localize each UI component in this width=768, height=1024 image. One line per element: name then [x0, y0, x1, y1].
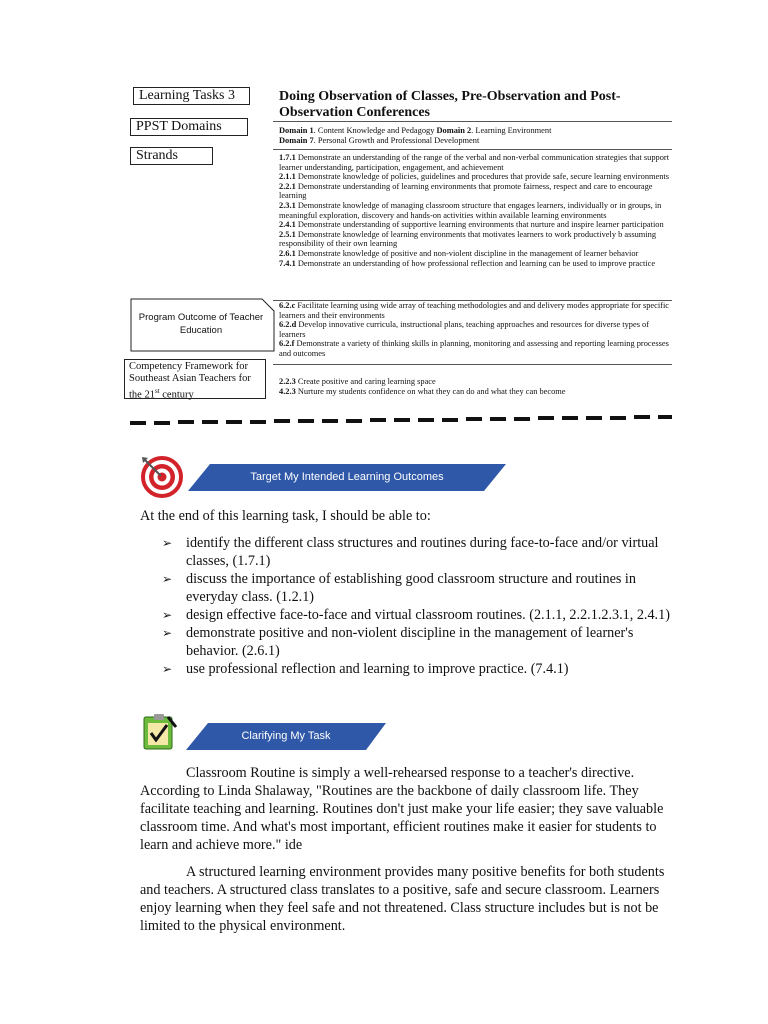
dash-segment [322, 419, 338, 423]
learning-tasks-label: Learning Tasks 3 [133, 87, 250, 105]
item-text: Create positive and caring learning space [295, 377, 436, 386]
target-icon [140, 455, 184, 499]
item-code: 6.2.c [279, 301, 296, 310]
item-code: 4.2.3 [279, 386, 296, 396]
item-code: 2.6.1 [279, 248, 296, 258]
domains-divider [273, 149, 672, 150]
dash-segment [442, 418, 458, 422]
item-text: Demonstrate an understanding of the range of the verbal and non-verbal communication strategies that support learner understanding, participation, engagement, and achievement [279, 153, 670, 172]
list-item [279, 201, 673, 220]
dash-segment [586, 416, 602, 420]
dash-segment [346, 419, 362, 423]
banner-title: Clarifying My Task [241, 730, 331, 742]
dash-segment [634, 415, 650, 419]
arrow-bullet-icon: ➢ [162, 662, 173, 676]
objective-item [140, 606, 680, 624]
dash-segment [274, 419, 290, 423]
dash-segment [154, 421, 170, 425]
dash-segment [610, 416, 626, 420]
item-code: 6.2.f [279, 339, 295, 349]
list-item [279, 230, 673, 249]
program-outcome-box [130, 298, 275, 352]
objective-text: design effective face-to-face and virtual classroom routines. (2.1.1, 2.2.1.2.3.1, 2.4.1) [186, 607, 670, 623]
page-title: Doing Observation of Classes, Pre-Observation and Post- Observation Conferences [279, 89, 621, 120]
objective-item [140, 624, 680, 660]
arrow-bullet-icon: ➢ [162, 626, 173, 640]
dash-segment [418, 418, 434, 422]
dash-segment [562, 416, 578, 420]
strands-label: Strands [130, 147, 213, 165]
item-code: 2.2.1 [279, 181, 296, 191]
objective-item [140, 660, 680, 678]
list-item [279, 172, 673, 182]
learning-outcomes-banner [188, 464, 506, 491]
checklist-icon [140, 713, 180, 753]
dash-segment [514, 417, 530, 421]
program-outcome-text: Program Outcome of Teacher Education [138, 312, 264, 336]
item-text: Demonstrate knowledge of positive and non-violent discipline in the management of learner behavior [295, 248, 639, 258]
dash-segment [370, 418, 386, 422]
dash-segment [178, 420, 194, 424]
list-item [279, 377, 673, 387]
title-divider [273, 121, 672, 122]
ppst-domains-label: PPST Domains [130, 118, 248, 136]
banner-title: Target My Intended Learning Outcomes [250, 471, 444, 483]
list-item [279, 249, 673, 259]
dash-segment [202, 420, 218, 424]
item-code: 2.4.1 [279, 220, 296, 230]
item-code: 6.2.d [279, 320, 297, 330]
item-text: Demonstrate an understanding of how professional reflection and learning can be used to improve practice [295, 258, 656, 268]
item-text: Nurture my students confidence on what they can do and what they can become [295, 386, 566, 396]
list-item [279, 339, 673, 358]
clarifying-task-banner [186, 723, 386, 750]
dash-segment [250, 420, 266, 424]
dash-segment [538, 416, 554, 420]
dash-segment [226, 420, 242, 424]
objective-text: demonstrate positive and non-violent discipline in the management of learner's behavior. (2.6.1) [186, 625, 634, 659]
dash-segment [658, 415, 672, 419]
item-code: 2.1.1 [279, 172, 296, 182]
objectives-list [140, 534, 680, 678]
item-text: Demonstrate knowledge of managing classroom structure that engages learners, individually or in groups, in meaningful exploration, discovery and hands-on activities within available learning environments [279, 200, 662, 220]
list-item [279, 320, 673, 339]
item-text: Demonstrate understanding of learning environments that promote fairness, respect and care to encourage learning [279, 181, 653, 201]
dash-segment [298, 419, 314, 423]
objective-text: use professional reflection and learning to improve practice. (7.4.1) [186, 661, 569, 677]
competencies-list [279, 377, 673, 396]
item-code: 2.3.1 [279, 200, 296, 210]
item-text: Demonstrate knowledge of policies, guidelines and procedures that provide safe, secure learning environments [295, 172, 670, 182]
item-text: Demonstrate a variety of thinking skills in planning, monitoring and assessing and reporting learning processes and outcomes [279, 339, 669, 358]
paragraph-1: Classroom Routine is simply a well-rehearsed response to a teacher's directive. According to Linda Shalaway, "Routines are the backbone of daily classroom life. They facilitate teaching and learning. Routines don't just make your life easier; they save valuable classroom time. And what's most important, efficient routines make it easier for students to learn and achieve more." ide [140, 765, 664, 853]
program-outcomes-list [279, 301, 673, 359]
dash-segment [466, 417, 482, 421]
domains-text: Domain 1. Content Knowledge and Pedagogy Domain 2. Learning Environment Domain 7. Personal Growth and Professional Development [279, 126, 552, 145]
dash-segment [394, 418, 410, 422]
list-item [279, 387, 673, 397]
list-item [279, 301, 673, 320]
item-text: Demonstrate knowledge of learning environments that motivates learners to work productively b assuming responsibility of their own learning [279, 229, 657, 249]
objective-item [140, 570, 680, 606]
item-text: Demonstrate understanding of supportive learning environments that nurture and inspire learner participation [295, 220, 664, 230]
objective-item [140, 534, 680, 570]
list-item [279, 220, 673, 230]
list-item [279, 153, 673, 172]
objective-text: discuss the importance of establishing good classroom structure and routines in everyday class. (1.2.1) [186, 571, 636, 605]
dash-segment [490, 417, 506, 421]
item-code: 7.4.1 [279, 258, 296, 268]
item-code: 1.7.1 [279, 153, 296, 162]
list-item [279, 259, 673, 269]
dash-segment [130, 421, 146, 425]
item-code: 2.5.1 [279, 229, 296, 239]
competency-framework-box: Competency Framework for Southeast Asian Teachers for the 21st century [124, 359, 266, 399]
item-code: 2.2.3 [279, 377, 296, 386]
arrow-bullet-icon: ➢ [162, 572, 173, 586]
item-text: Facilitate learning using wide array of teaching methodologies and and delivery modes appropriate for specific learners and their environments [279, 301, 670, 320]
arrow-bullet-icon: ➢ [162, 536, 173, 550]
outcomes-divider [273, 364, 672, 365]
objectives-intro: At the end of this learning task, I should be able to: [140, 508, 431, 524]
paragraph-2: A structured learning environment provides many positive benefits for both students and teachers. A structured class translates to a positive, safe and secure classroom. Learners enjoy learning when they feel safe and not threatened. Class structure includes but is not be limited to the physical environment. [140, 864, 665, 934]
arrow-bullet-icon: ➢ [162, 608, 173, 622]
objective-text: identify the different class structures and routines during face-to-face and/or virtual classes, (1.7.1) [186, 535, 659, 569]
strands-list [279, 153, 673, 268]
list-item [279, 182, 673, 201]
item-text: Develop innovative curricula, instructional plans, teaching approaches and resources for diverse types of learners [279, 320, 650, 339]
